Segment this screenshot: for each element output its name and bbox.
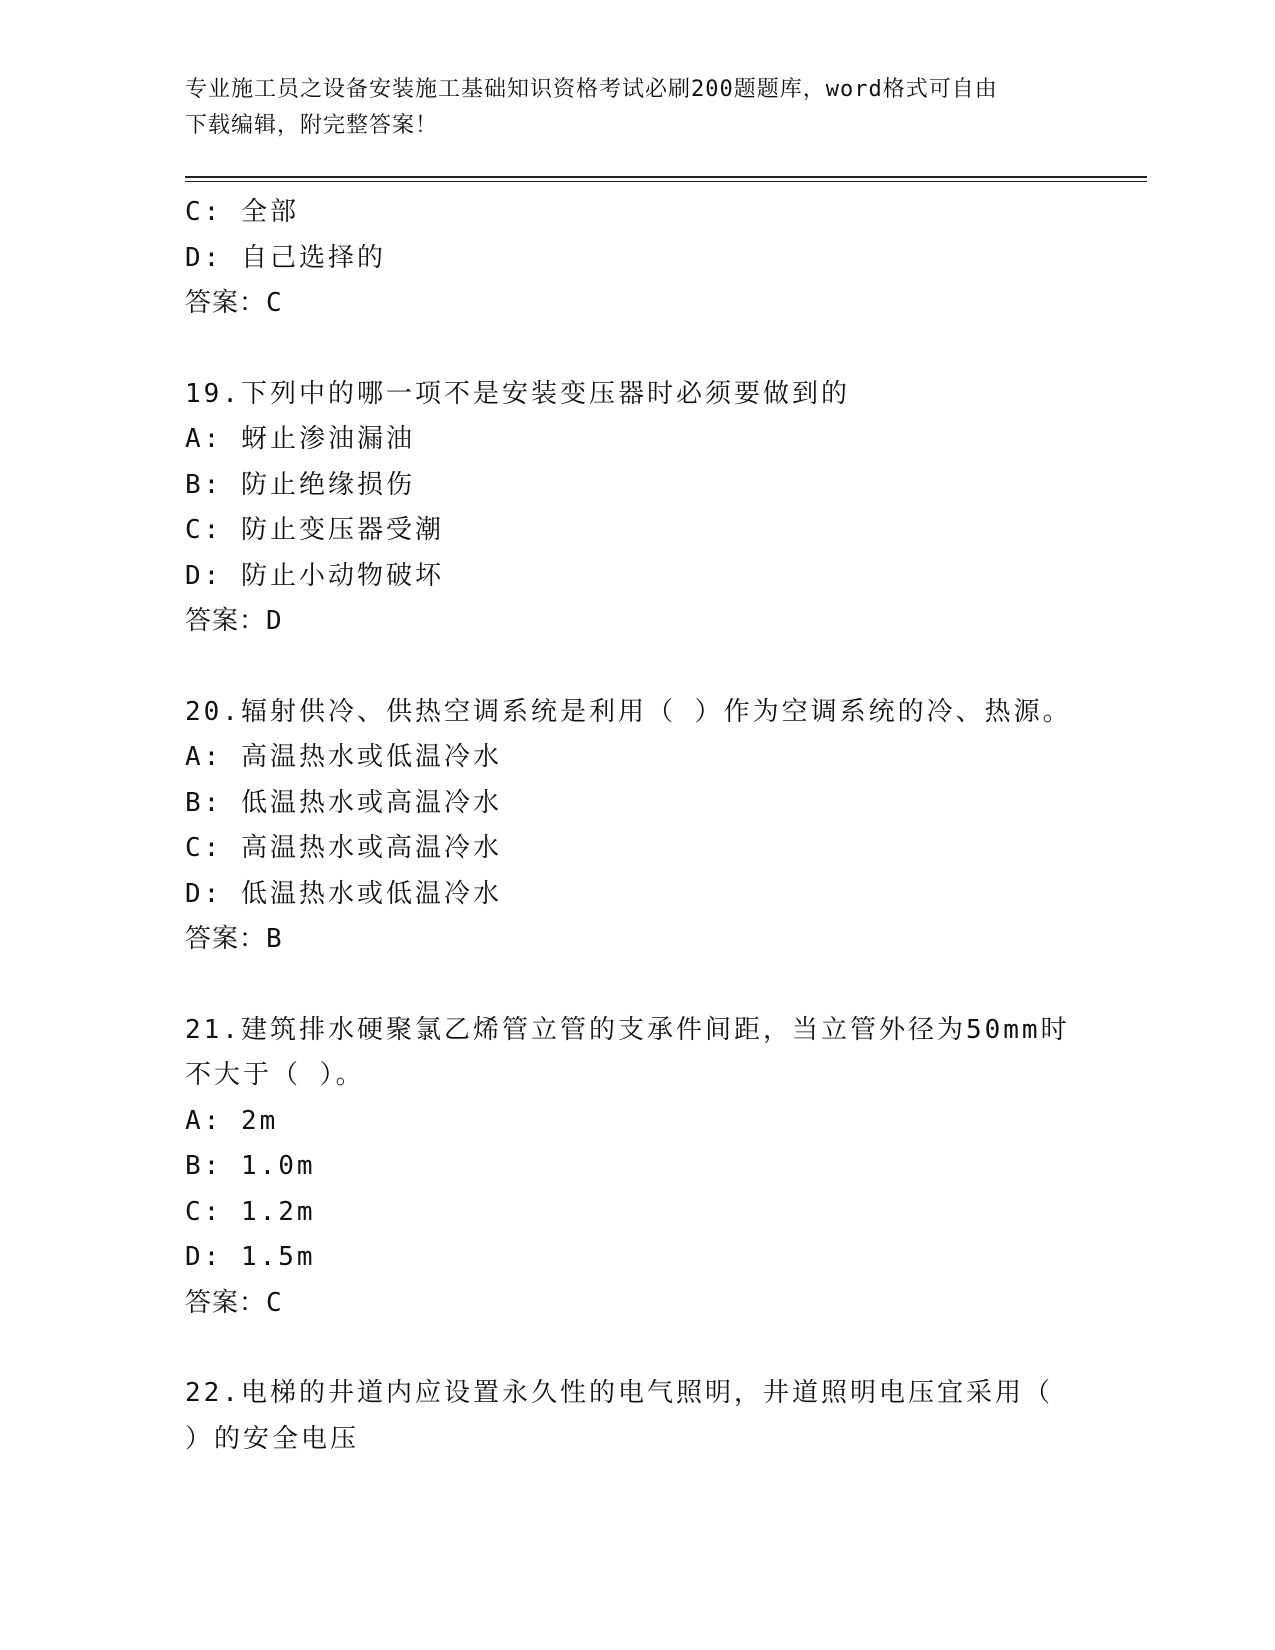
- option-b: B: 防止绝缘损伤: [185, 469, 415, 500]
- header-line-1: 专业施工员之设备安装施工基础知识资格考试必刷200题题库，word格式可自由: [185, 77, 998, 102]
- option-b: B: 低温热水或高温冷水: [185, 787, 502, 818]
- answer-label: 答案：C: [185, 1287, 283, 1318]
- question-stem-line-1: 21.建筑排水硬聚氯乙烯管立管的支承件间距，当立管外径为50mm时: [185, 1014, 1070, 1045]
- option-a: A: 蚜止渗油漏油: [185, 424, 415, 454]
- option-b: B: 1.0m: [185, 1151, 316, 1181]
- question-20: [185, 690, 1085, 963]
- answer-label: 答案：B: [185, 924, 283, 954]
- option-c: C: 全部: [185, 197, 299, 227]
- question-18-tail: [185, 190, 1085, 327]
- question-22: [185, 1371, 1085, 1462]
- question-stem: 20.辐射供冷、供热空调系统是利用（ ）作为空调系统的冷、热源。: [185, 696, 1072, 727]
- header-divider-thick: [185, 176, 1147, 178]
- option-d: D: 1.5m: [185, 1242, 316, 1272]
- answer-label: 答案：C: [185, 288, 283, 318]
- question-stem-line-2: ）的安全电压: [185, 1423, 360, 1454]
- question-21: [185, 1008, 1085, 1327]
- option-c: C: 防止变压器受潮: [185, 515, 444, 545]
- question-list: [185, 190, 1085, 1462]
- question-stem-line-1: 22.电梯的井道内应设置永久性的电气照明，井道照明电压宜采用（: [185, 1378, 1053, 1408]
- option-d: D: 自己选择的: [185, 242, 386, 273]
- question-stem-line-2: 不大于（ ）。: [185, 1060, 365, 1090]
- option-d: D: 防止小动物破坏: [185, 560, 444, 591]
- option-a: A: 2m: [185, 1105, 279, 1136]
- document-header: [185, 72, 1065, 144]
- question-19: [185, 372, 1085, 645]
- header-divider-thin: [185, 181, 1147, 182]
- option-a: A: 高温热水或低温冷水: [185, 742, 502, 772]
- header-line-2: 下载编辑，附完整答案！: [185, 113, 439, 138]
- option-d: D: 低温热水或低温冷水: [185, 878, 502, 909]
- question-stem: 19.下列中的哪一项不是安装变压器时必须要做到的: [185, 378, 850, 409]
- answer-label: 答案：D: [185, 606, 283, 636]
- option-c: C: 高温热水或高温冷水: [185, 833, 502, 863]
- option-c: C: 1.2m: [185, 1196, 316, 1227]
